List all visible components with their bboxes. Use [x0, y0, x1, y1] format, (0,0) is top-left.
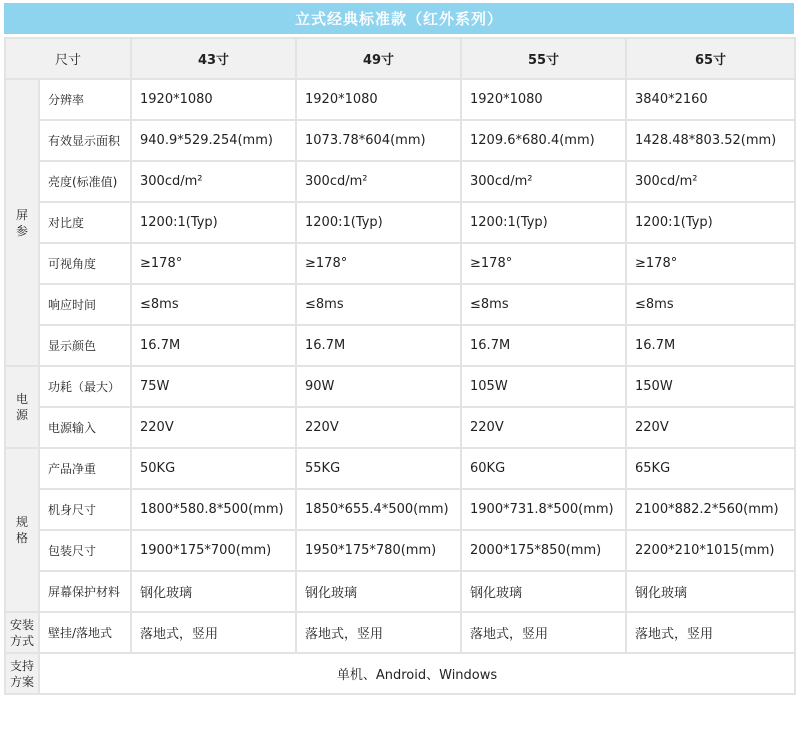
- table-row: [5, 243, 795, 284]
- spec-label: 显示颜色: [39, 325, 131, 366]
- group-label-text: 规格: [15, 515, 28, 545]
- header-row: [5, 38, 795, 79]
- spec-value: 3840*2160: [626, 79, 795, 120]
- spec-value: 300cd/m²: [626, 161, 795, 202]
- spec-value: 1209.6*680.4(mm): [461, 120, 626, 161]
- spec-value: 1850*655.4*500(mm): [296, 489, 461, 530]
- table-row: [5, 366, 795, 407]
- spec-value: 90W: [296, 366, 461, 407]
- support-value: 单机、Android、Windows: [39, 653, 795, 694]
- spec-value: 1920*1080: [296, 79, 461, 120]
- spec-label: 包装尺寸: [39, 530, 131, 571]
- size-column-header: 49寸: [296, 38, 461, 79]
- table-row: [5, 530, 795, 571]
- size-column-header: 55寸: [461, 38, 626, 79]
- spec-value: ≤8ms: [296, 284, 461, 325]
- table-row: [5, 284, 795, 325]
- spec-value: ≤8ms: [131, 284, 296, 325]
- spec-value: 50KG: [131, 448, 296, 489]
- spec-value: 55KG: [296, 448, 461, 489]
- spec-label: 产品净重: [39, 448, 131, 489]
- spec-value: 2100*882.2*560(mm): [626, 489, 795, 530]
- spec-value: 1200:1(Typ): [296, 202, 461, 243]
- table-title: 立式经典标准款（红外系列）: [4, 3, 794, 34]
- spec-value: ≤8ms: [626, 284, 795, 325]
- spec-value: 940.9*529.254(mm): [131, 120, 296, 161]
- table-row: [5, 489, 795, 530]
- group-label-text: 屏参: [15, 207, 28, 238]
- spec-value: 1920*1080: [131, 79, 296, 120]
- table-row: [5, 612, 795, 653]
- spec-value: 300cd/m²: [461, 161, 626, 202]
- spec-value: 落地式，竖用: [296, 612, 461, 653]
- spec-label: 对比度: [39, 202, 131, 243]
- spec-value: 钢化玻璃: [131, 571, 296, 612]
- spec-label: 电源输入: [39, 407, 131, 448]
- spec-value: ≥178°: [131, 243, 296, 284]
- spec-label: 可视角度: [39, 243, 131, 284]
- group-label: [5, 653, 39, 694]
- spec-value: 65KG: [626, 448, 795, 489]
- table-row: [5, 202, 795, 243]
- group-label: [5, 79, 39, 366]
- group-label: [5, 612, 39, 653]
- group-label-text: 安装方式: [9, 617, 34, 648]
- spec-value: 1428.48*803.52(mm): [626, 120, 795, 161]
- table-row: [5, 79, 795, 120]
- spec-value: ≥178°: [296, 243, 461, 284]
- spec-value: 钢化玻璃: [461, 571, 626, 612]
- spec-value: 220V: [131, 407, 296, 448]
- spec-value: 2000*175*850(mm): [461, 530, 626, 571]
- spec-value: 1900*175*700(mm): [131, 530, 296, 571]
- spec-table: [4, 37, 796, 695]
- spec-value: 钢化玻璃: [296, 571, 461, 612]
- group-label-text: 支持方案: [9, 658, 34, 689]
- spec-label: 亮度(标准值): [39, 161, 131, 202]
- spec-label: 壁挂/落地式: [39, 612, 131, 653]
- spec-label: 功耗（最大）: [39, 366, 131, 407]
- table-row: [5, 325, 795, 366]
- spec-value: 1073.78*604(mm): [296, 120, 461, 161]
- group-label: [5, 366, 39, 448]
- size-header-label: 尺寸: [5, 38, 131, 79]
- spec-value: 220V: [296, 407, 461, 448]
- spec-value: 300cd/m²: [131, 161, 296, 202]
- spec-label: 响应时间: [39, 284, 131, 325]
- spec-value: 落地式，竖用: [461, 612, 626, 653]
- spec-label: 机身尺寸: [39, 489, 131, 530]
- spec-value: 1200:1(Typ): [461, 202, 626, 243]
- table-row: [5, 448, 795, 489]
- spec-value: 1200:1(Typ): [626, 202, 795, 243]
- spec-value: 2200*210*1015(mm): [626, 530, 795, 571]
- spec-value: 16.7M: [296, 325, 461, 366]
- spec-value: 75W: [131, 366, 296, 407]
- spec-value: 150W: [626, 366, 795, 407]
- spec-value: 钢化玻璃: [626, 571, 795, 612]
- group-label: [5, 448, 39, 612]
- spec-value: 1900*731.8*500(mm): [461, 489, 626, 530]
- spec-value: 1800*580.8*500(mm): [131, 489, 296, 530]
- spec-value: 1950*175*780(mm): [296, 530, 461, 571]
- table-row: [5, 120, 795, 161]
- group-label-text: 电源: [15, 392, 28, 422]
- spec-value: 16.7M: [131, 325, 296, 366]
- table-row: [5, 161, 795, 202]
- table-row: [5, 571, 795, 612]
- spec-value: 16.7M: [461, 325, 626, 366]
- spec-value: 105W: [461, 366, 626, 407]
- spec-value: 1920*1080: [461, 79, 626, 120]
- size-column-header: 43寸: [131, 38, 296, 79]
- support-row: [5, 653, 795, 694]
- spec-value: ≥178°: [626, 243, 795, 284]
- spec-label: 分辨率: [39, 79, 131, 120]
- spec-label: 有效显示面积: [39, 120, 131, 161]
- spec-value: 16.7M: [626, 325, 795, 366]
- size-column-header: 65寸: [626, 38, 795, 79]
- spec-label: 屏幕保护材料: [39, 571, 131, 612]
- spec-value: 220V: [626, 407, 795, 448]
- spec-value: ≥178°: [461, 243, 626, 284]
- spec-value: 220V: [461, 407, 626, 448]
- spec-value: 60KG: [461, 448, 626, 489]
- spec-value: ≤8ms: [461, 284, 626, 325]
- spec-value: 300cd/m²: [296, 161, 461, 202]
- spec-value: 1200:1(Typ): [131, 202, 296, 243]
- table-row: [5, 407, 795, 448]
- spec-value: 落地式，竖用: [626, 612, 795, 653]
- spec-value: 落地式，竖用: [131, 612, 296, 653]
